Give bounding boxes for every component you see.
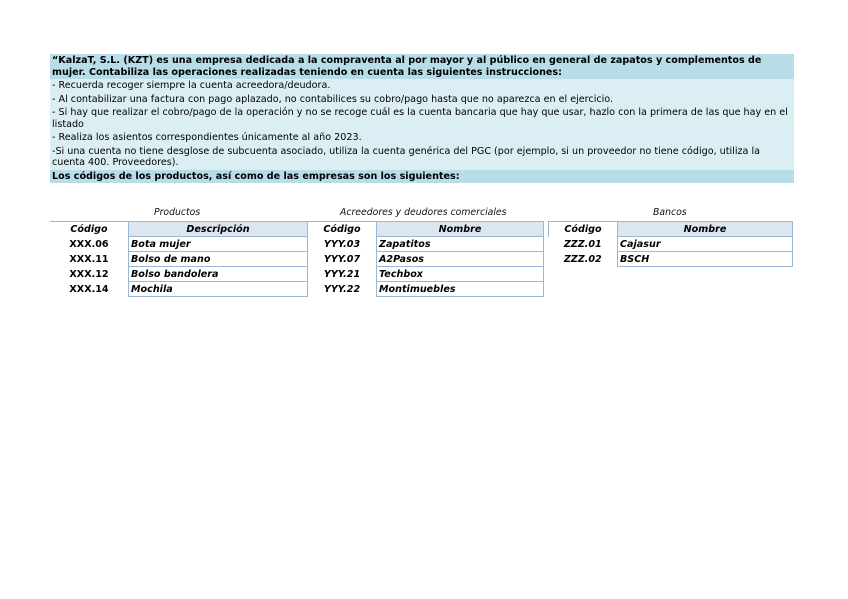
creditor-name: Zapatitos — [377, 237, 544, 252]
product-description: Bolso bandolera — [129, 267, 308, 282]
creditor-name: Montimuebles — [377, 282, 544, 297]
bank-code: ZZZ.02 — [563, 253, 602, 265]
table-row — [549, 252, 793, 267]
productos-label: Productos — [154, 207, 201, 218]
table-row — [549, 237, 793, 252]
creditor-name: Techbox — [377, 267, 544, 282]
instruction-line: - Realiza los asientos correspondientes únicamente al año 2023. — [50, 131, 794, 145]
creditor-code: YYY.03 — [323, 238, 361, 250]
column-header: Descripción — [129, 222, 308, 237]
instruction-line: - Al contabilizar una factura con pago aplazado, no contabilices su cobro/pago hasta que no aparezca en el ejercicio. — [50, 93, 794, 107]
instructions-block — [50, 54, 794, 183]
product-code: XXX.06 — [69, 238, 109, 250]
bancos-label: Bancos — [653, 207, 687, 218]
instruction-line: - Si hay que realizar el cobro/pago de la operación y no se recoge cuál es la cuenta bancaria que hay que usar, hazlo con la primera de las que hay en el listado — [50, 106, 794, 131]
acreedores-table — [308, 221, 544, 297]
column-header: Código — [50, 222, 129, 237]
table-row — [308, 282, 544, 297]
acreedores-label: Acreedores y deudores comerciales — [340, 207, 507, 218]
column-header: Código — [549, 222, 618, 237]
product-description: Mochila — [129, 282, 308, 297]
bancos-table — [548, 221, 793, 267]
product-description: Bolso de mano — [129, 252, 308, 267]
instruction-line: - Recuerda recoger siempre la cuenta acreedora/deudora. — [50, 79, 794, 93]
bank-name: Cajasur — [618, 237, 793, 252]
instructions-title: “KalzaT, S.L. (KZT) es una empresa dedicada a la compraventa al por mayor y al público en general de zapatos y complementos de mujer. Contabiliza las operaciones realizadas teniendo en cuenta las siguientes instrucciones: — [50, 54, 794, 79]
codes-intro: Los códigos de los productos, así como de las empresas son los siguientes: — [50, 170, 794, 184]
bank-code: ZZZ.01 — [563, 238, 602, 250]
creditor-code: YYY.22 — [323, 283, 361, 295]
column-header: Nombre — [377, 222, 544, 237]
table-row — [50, 252, 308, 267]
product-code: XXX.14 — [69, 283, 109, 295]
table-row — [308, 252, 544, 267]
table-row — [50, 237, 308, 252]
table-row — [308, 267, 544, 282]
product-code: XXX.11 — [69, 253, 109, 265]
bank-name: BSCH — [618, 252, 793, 267]
productos-table — [50, 221, 308, 297]
table-row — [50, 282, 308, 297]
creditor-code: YYY.07 — [323, 253, 361, 265]
creditor-name: A2Pasos — [377, 252, 544, 267]
table-row — [50, 267, 308, 282]
instruction-line: -Si una cuenta no tiene desglose de subcuenta asociado, utiliza la cuenta genérica del PGC (por ejemplo, si un proveedor no tiene código, utiliza la cuenta 400. Proveedores). — [50, 145, 794, 170]
column-header: Código — [308, 222, 377, 237]
table-row — [308, 237, 544, 252]
column-header: Nombre — [618, 222, 793, 237]
product-code: XXX.12 — [69, 268, 109, 280]
creditor-code: YYY.21 — [323, 268, 361, 280]
product-description: Bota mujer — [129, 237, 308, 252]
